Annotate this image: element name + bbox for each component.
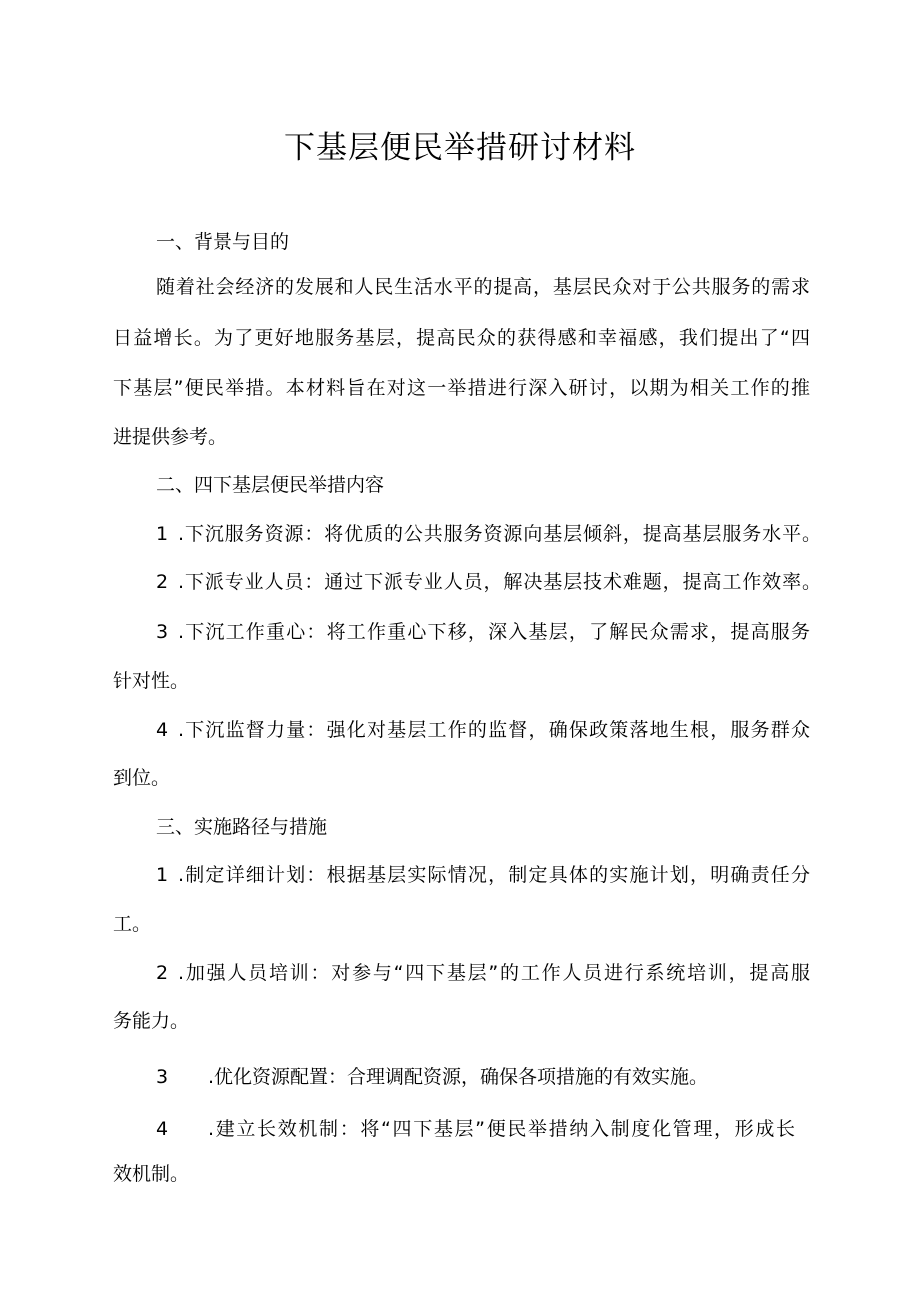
section-3-item-2-number: 2 [156, 962, 169, 984]
section-2-item-1-number: 1 [156, 523, 169, 545]
section-1-paragraph-line-1: 随着社会经济的发展和人民生活水平的提高，基层民众对于公共服务的需求 [156, 276, 810, 298]
section-2-item-4-text-line-2: 到位。 [113, 767, 171, 789]
section-2-item-4-number: 4 [156, 719, 169, 741]
section-3-item-2-text-line-1: .加强人员培训：对参与“四下基层”的工作人员进行系统培训，提高服 [178, 962, 810, 984]
section-3-item-2-text-line-2: 务能力。 [113, 1010, 190, 1032]
section-2-item-1-text: .下沉服务资源：将优质的公共服务资源向基层倾斜，提高基层服务水平。 [178, 523, 821, 545]
section-3-item-1-text-line-1: .制定详细计划：根据基层实际情况，制定具体的实施计划，明确责任分 [178, 864, 810, 886]
document-title: 下基层便民举措研讨材料 [284, 130, 636, 166]
section-1-paragraph-line-3: 下基层”便民举措。本材料旨在对这一举措进行深入研讨，以期为相关工作的推 [113, 377, 810, 399]
section-2-item-3-text-line-1: .下沉工作重心：将工作重心下移，深入基层，了解民众需求，提高服务 [178, 621, 810, 643]
section-3-item-4-number: 4 [156, 1118, 169, 1140]
section-1-heading: 一、背景与目的 [156, 231, 290, 253]
section-2-item-2-number: 2 [156, 571, 169, 593]
section-3-item-1-text-line-2: 工。 [113, 913, 152, 935]
section-3-heading: 三、实施路径与措施 [156, 816, 328, 838]
section-2-item-2-text: .下派专业人员：通过下派专业人员，解决基层技术难题，提高工作效率。 [178, 571, 821, 593]
section-2-item-4-text-line-1: .下沉监督力量：强化对基层工作的监督，确保政策落地生根，服务群众 [178, 719, 810, 741]
section-1-paragraph-line-4: 进提供参考。 [113, 426, 228, 448]
section-3-item-3-text: .优化资源配置：合理调配资源，确保各项措施的有效实施。 [208, 1066, 709, 1088]
section-3-item-3-number: 3 [156, 1066, 169, 1088]
section-3-item-1-number: 1 [156, 864, 169, 886]
section-2-item-3-number: 3 [156, 621, 169, 643]
section-1-paragraph-line-2: 日益增长。为了更好地服务基层，提高民众的获得感和幸福感，我们提出了“四 [113, 327, 810, 349]
section-2-heading: 二、四下基层便民举措内容 [156, 474, 385, 496]
section-3-item-4-text-line-2: 效机制。 [113, 1163, 190, 1185]
section-2-item-3-text-line-2: 针对性。 [113, 670, 190, 692]
section-3-item-4-text-line-1: .建立长效机制：将“四下基层”便民举措纳入制度化管理，形成长 [208, 1118, 795, 1140]
